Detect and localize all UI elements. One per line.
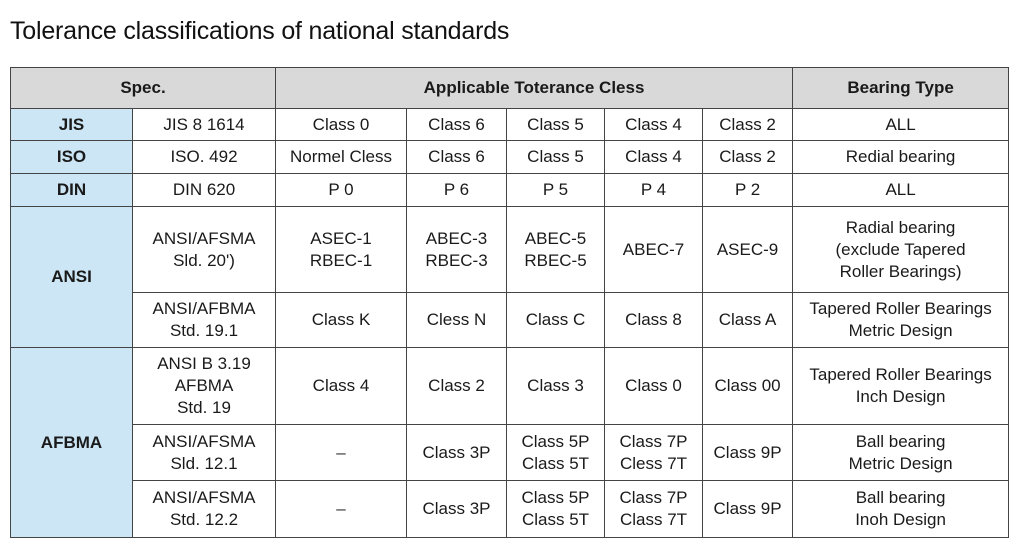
bearing-line: Metric Design: [848, 453, 953, 473]
table-row: [11, 109, 1009, 141]
standard-iso: ISO: [11, 141, 133, 174]
spec-cell: [133, 481, 276, 538]
class-cell: [407, 207, 507, 293]
class-cell: Class 3P: [407, 425, 507, 481]
class-cell: –: [276, 481, 407, 538]
class-line: Class 7P: [619, 431, 688, 451]
bearing-line: Inch Design: [855, 387, 946, 406]
class-cell: ASEC-9: [703, 207, 793, 293]
spec-line: Sld. 20'): [173, 250, 235, 270]
class-line: RBEC-3: [425, 250, 488, 270]
bearing-type-cell: [793, 293, 1009, 348]
class-cell: Class 5: [507, 141, 605, 174]
bearing-line: Radial bearing: [845, 217, 956, 237]
table-row: [11, 293, 1009, 348]
table-row: [11, 425, 1009, 481]
class-cell: Class 3P: [407, 481, 507, 538]
spec-line: Std. 19.1: [169, 321, 239, 340]
bearing-type-cell: Redial bearing: [793, 141, 1009, 174]
bearing-type-cell: ALL: [793, 174, 1009, 207]
header-tolerance: Applicable Toterance Cless: [276, 68, 793, 109]
bearing-line: (exclude Tapered: [835, 239, 966, 259]
class-cell: Class C: [507, 293, 605, 348]
class-cell: Class 9P: [703, 425, 793, 481]
class-line: ABEC-5: [524, 228, 587, 248]
bearing-type-cell: [793, 348, 1009, 425]
spec-line: ANSI B 3.19: [157, 354, 251, 373]
class-cell: Class 4: [605, 109, 703, 141]
bearing-line: Inoh Design: [855, 510, 946, 529]
class-cell: –: [276, 425, 407, 481]
class-cell: Normel Cless: [276, 141, 407, 174]
class-cell: [276, 207, 407, 293]
page-title: Tolerance classifications of national standards: [10, 17, 510, 45]
class-line: ABEC-3: [425, 228, 488, 248]
bearing-type-cell: ALL: [793, 109, 1009, 141]
class-line: Class 5P: [521, 431, 590, 451]
header-spec: Spec.: [11, 68, 276, 109]
spec-cell: JIS 8 1614: [133, 109, 276, 141]
class-line: RBEC-1: [309, 250, 373, 270]
class-cell: Class 3: [507, 348, 605, 425]
class-cell: ABEC-7: [605, 207, 703, 293]
bearing-line: Tapered Roller Bearings: [809, 299, 992, 318]
tolerance-table: [10, 67, 1009, 538]
table-row: [11, 348, 1009, 425]
class-cell: Class 9P: [703, 481, 793, 538]
spec-line: ANSI/AFSMA: [152, 228, 256, 248]
table-row: [11, 141, 1009, 174]
standard-jis: JIS: [11, 109, 133, 141]
class-cell: P 5: [507, 174, 605, 207]
bearing-line: Metric Design: [848, 321, 953, 340]
class-cell: Class 2: [703, 109, 793, 141]
spec-cell: [133, 425, 276, 481]
bearing-type-cell: [793, 207, 1009, 293]
class-cell: [605, 425, 703, 481]
spec-cell: DIN 620: [133, 174, 276, 207]
class-line: Cless 7T: [619, 453, 688, 473]
class-cell: [507, 207, 605, 293]
bearing-line: Ball bearing: [855, 431, 946, 451]
class-cell: [605, 481, 703, 538]
bearing-line: Ball bearing: [855, 488, 946, 507]
class-line: RBEC-5: [524, 250, 587, 270]
class-cell: Class 4: [605, 141, 703, 174]
class-cell: Class 5: [507, 109, 605, 141]
standard-afbma: AFBMA: [11, 348, 133, 538]
spec-cell: [133, 293, 276, 348]
spec-line: ANSI/AFSMA: [152, 488, 256, 507]
bearing-type-cell: [793, 481, 1009, 538]
class-cell: Class 4: [276, 348, 407, 425]
class-line: Class 5P: [521, 488, 590, 507]
class-cell: P 2: [703, 174, 793, 207]
table-row: [11, 174, 1009, 207]
spec-cell: ISO. 492: [133, 141, 276, 174]
spec-cell: [133, 348, 276, 425]
spec-line: ANSI/AFBMA: [152, 299, 256, 318]
class-cell: Class 2: [703, 141, 793, 174]
class-cell: Class 8: [605, 293, 703, 348]
standard-din: DIN: [11, 174, 133, 207]
bearing-type-cell: [793, 425, 1009, 481]
class-cell: [507, 425, 605, 481]
spec-line: Std. 19: [177, 398, 231, 417]
class-cell: P 4: [605, 174, 703, 207]
header-row: [11, 68, 1009, 109]
class-cell: Cless N: [407, 293, 507, 348]
class-cell: [507, 481, 605, 538]
spec-cell: [133, 207, 276, 293]
header-bearing-type: Bearing Type: [793, 68, 1009, 109]
class-line: Class 7P: [619, 488, 688, 507]
table-row: [11, 207, 1009, 293]
class-cell: P 0: [276, 174, 407, 207]
class-cell: Class 6: [407, 109, 507, 141]
spec-line: ANSI/AFSMA: [152, 431, 256, 451]
class-cell: Class 2: [407, 348, 507, 425]
class-line: ASEC-1: [310, 228, 372, 248]
class-cell: Class 6: [407, 141, 507, 174]
bearing-line: Roller Bearings): [839, 261, 962, 281]
class-line: Class 5T: [521, 453, 590, 473]
class-cell: Class K: [276, 293, 407, 348]
spec-line: Std. 12.2: [169, 510, 239, 529]
class-line: Class 5T: [521, 510, 590, 529]
spec-line: AFBMA: [174, 376, 234, 395]
class-cell: Class A: [703, 293, 793, 348]
class-line: Class 7T: [619, 510, 688, 529]
class-cell: Class 0: [276, 109, 407, 141]
class-cell: Class 00: [703, 348, 793, 425]
bearing-line: Tapered Roller Bearings: [809, 365, 992, 384]
spec-line: Sld. 12.1: [170, 453, 238, 473]
class-cell: P 6: [407, 174, 507, 207]
standard-ansi: ANSI: [11, 207, 133, 348]
table-row: [11, 481, 1009, 538]
class-cell: Class 0: [605, 348, 703, 425]
